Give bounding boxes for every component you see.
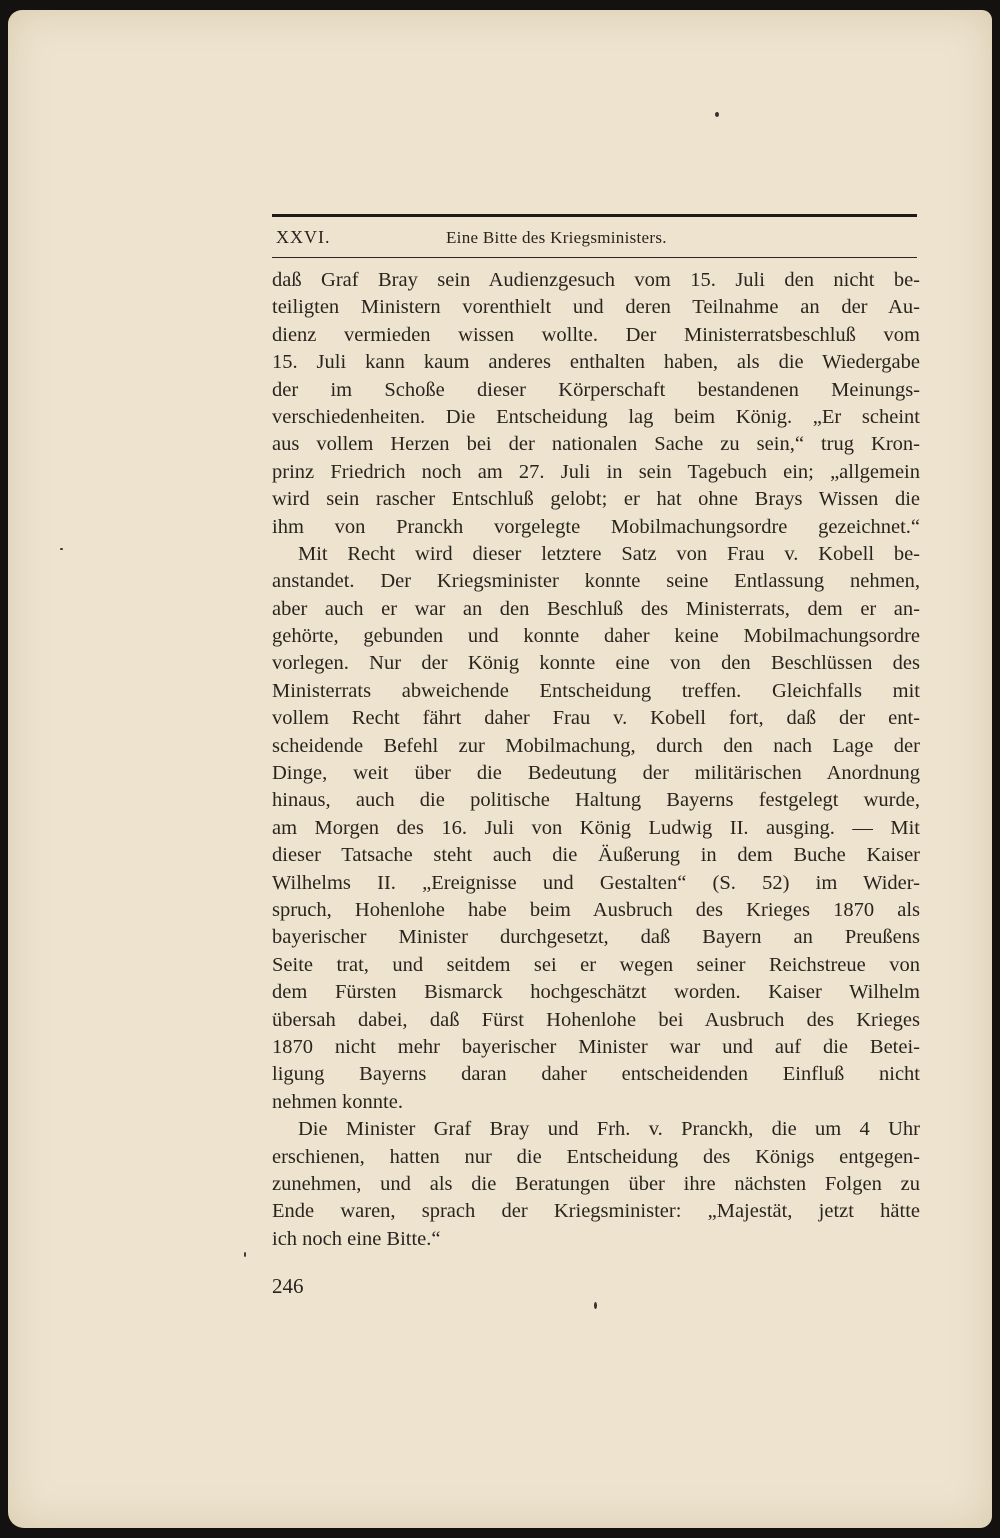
- text-line: hinaus, auch die politische Haltung Bayerns festgelegt wurde,: [272, 789, 920, 812]
- text-line: scheidende Befehl zur Mobilmachung, durch den nach Lage der: [272, 734, 920, 757]
- paragraph-3: [272, 1116, 920, 1253]
- text-line: erschienen, hatten nur die Entscheidung des Königs entgegen-: [272, 1145, 920, 1168]
- text-line: ich noch eine Bitte.“: [272, 1227, 441, 1250]
- text-line: gehörte, gebunden und konnte daher keine Mobilmachungsordre: [272, 625, 920, 648]
- running-header: [272, 214, 917, 258]
- text-line: ligung Bayerns daran daher entscheidenden Einfluß nicht: [272, 1063, 920, 1086]
- text-line: vollem Recht fährt daher Frau v. Kobell fort, daß der ent-: [272, 707, 920, 730]
- text-line: nehmen konnte.: [272, 1090, 403, 1113]
- text-line: aber auch er war an den Beschluß des Ministerrats, dem er an-: [272, 597, 920, 620]
- text-line: übersah dabei, daß Fürst Hohenlohe bei Ausbruch des Krieges: [272, 1008, 920, 1031]
- text-line: bayerischer Minister durchgesetzt, daß Bayern an Preußens: [272, 926, 920, 949]
- text-line: dem Fürsten Bismarck hochgeschätzt worden. Kaiser Wilhelm: [272, 981, 920, 1004]
- ink-speck: [594, 1302, 597, 1309]
- body-text: [272, 267, 920, 1253]
- paragraph-2: [272, 541, 920, 1116]
- text-line: prinz Friedrich noch am 27. Juli in sein Tagebuch ein; „allgemein: [272, 460, 920, 483]
- text-line: wird sein rascher Entschluß gelobt; er hat ohne Brays Wissen die: [272, 488, 920, 511]
- text-line: 1870 nicht mehr bayerischer Minister war und auf die Betei-: [272, 1035, 920, 1058]
- ink-speck: [715, 112, 719, 117]
- text-line: Dinge, weit über die Bedeutung der militärischen Anordnung: [272, 762, 920, 785]
- text-line: der im Schoße dieser Körperschaft bestandenen Meinungs-: [272, 378, 920, 401]
- text-line: Die Minister Graf Bray und Frh. v. Pranckh, die um 4 Uhr: [298, 1118, 920, 1141]
- text-line: zunehmen, und als die Beratungen über ihre nächsten Folgen zu: [272, 1172, 920, 1195]
- chapter-number: XXVI.: [276, 227, 331, 247]
- text-line: spruch, Hohenlohe habe beim Ausbruch des Krieges 1870 als: [272, 898, 920, 921]
- text-line: am Morgen des 16. Juli von König Ludwig II. ausging. — Mit: [272, 816, 920, 839]
- text-line: Ende waren, sprach der Kriegsminister: „Majestät, jetzt hätte: [272, 1200, 920, 1223]
- text-line: aus vollem Herzen bei der nationalen Sache zu sein,“ trug Kron-: [272, 433, 920, 456]
- text-line: dieser Tatsache steht auch die Äußerung in dem Buche Kaiser: [272, 844, 920, 867]
- text-line: daß Graf Bray sein Audienzgesuch vom 15. Juli den nicht be-: [272, 269, 920, 291]
- text-line: dienz vermieden wissen wollte. Der Ministerratsbeschluß vom: [272, 323, 920, 346]
- text-line: Ministerrats abweichende Entscheidung treffen. Gleichfalls mit: [272, 679, 920, 702]
- text-line: ihm von Pranckh vorgelegte Mobilmachungsordre gezeichnet.“: [272, 515, 920, 538]
- text-line: anstandet. Der Kriegsminister konnte seine Entlassung nehmen,: [272, 570, 920, 593]
- ink-speck: [244, 1252, 246, 1257]
- text-line: verschiedenheiten. Die Entscheidung lag beim König. „Er scheint: [272, 405, 920, 428]
- text-line: 15. Juli kann kaum anderes enthalten haben, als die Wiedergabe: [272, 351, 920, 374]
- ink-speck: [60, 548, 63, 550]
- text-line: Seite trat, und seitdem sei er wegen seiner Reichstreue von: [272, 953, 920, 976]
- text-line: vorlegen. Nur der König konnte eine von den Beschlüssen des: [272, 652, 920, 675]
- text-line: Wilhelms II. „Ereignisse und Gestalten“ (S. 52) im Wider-: [272, 871, 920, 894]
- text-line: Mit Recht wird dieser letztere Satz von Frau v. Kobell be-: [298, 542, 920, 565]
- page-number: 246: [272, 1274, 304, 1298]
- text-line: teiligten Ministern vorenthielt und deren Teilnahme an der Au-: [272, 296, 920, 319]
- chapter-title: Eine Bitte des Kriegsministers.: [446, 228, 667, 247]
- paragraph-1: [272, 267, 920, 541]
